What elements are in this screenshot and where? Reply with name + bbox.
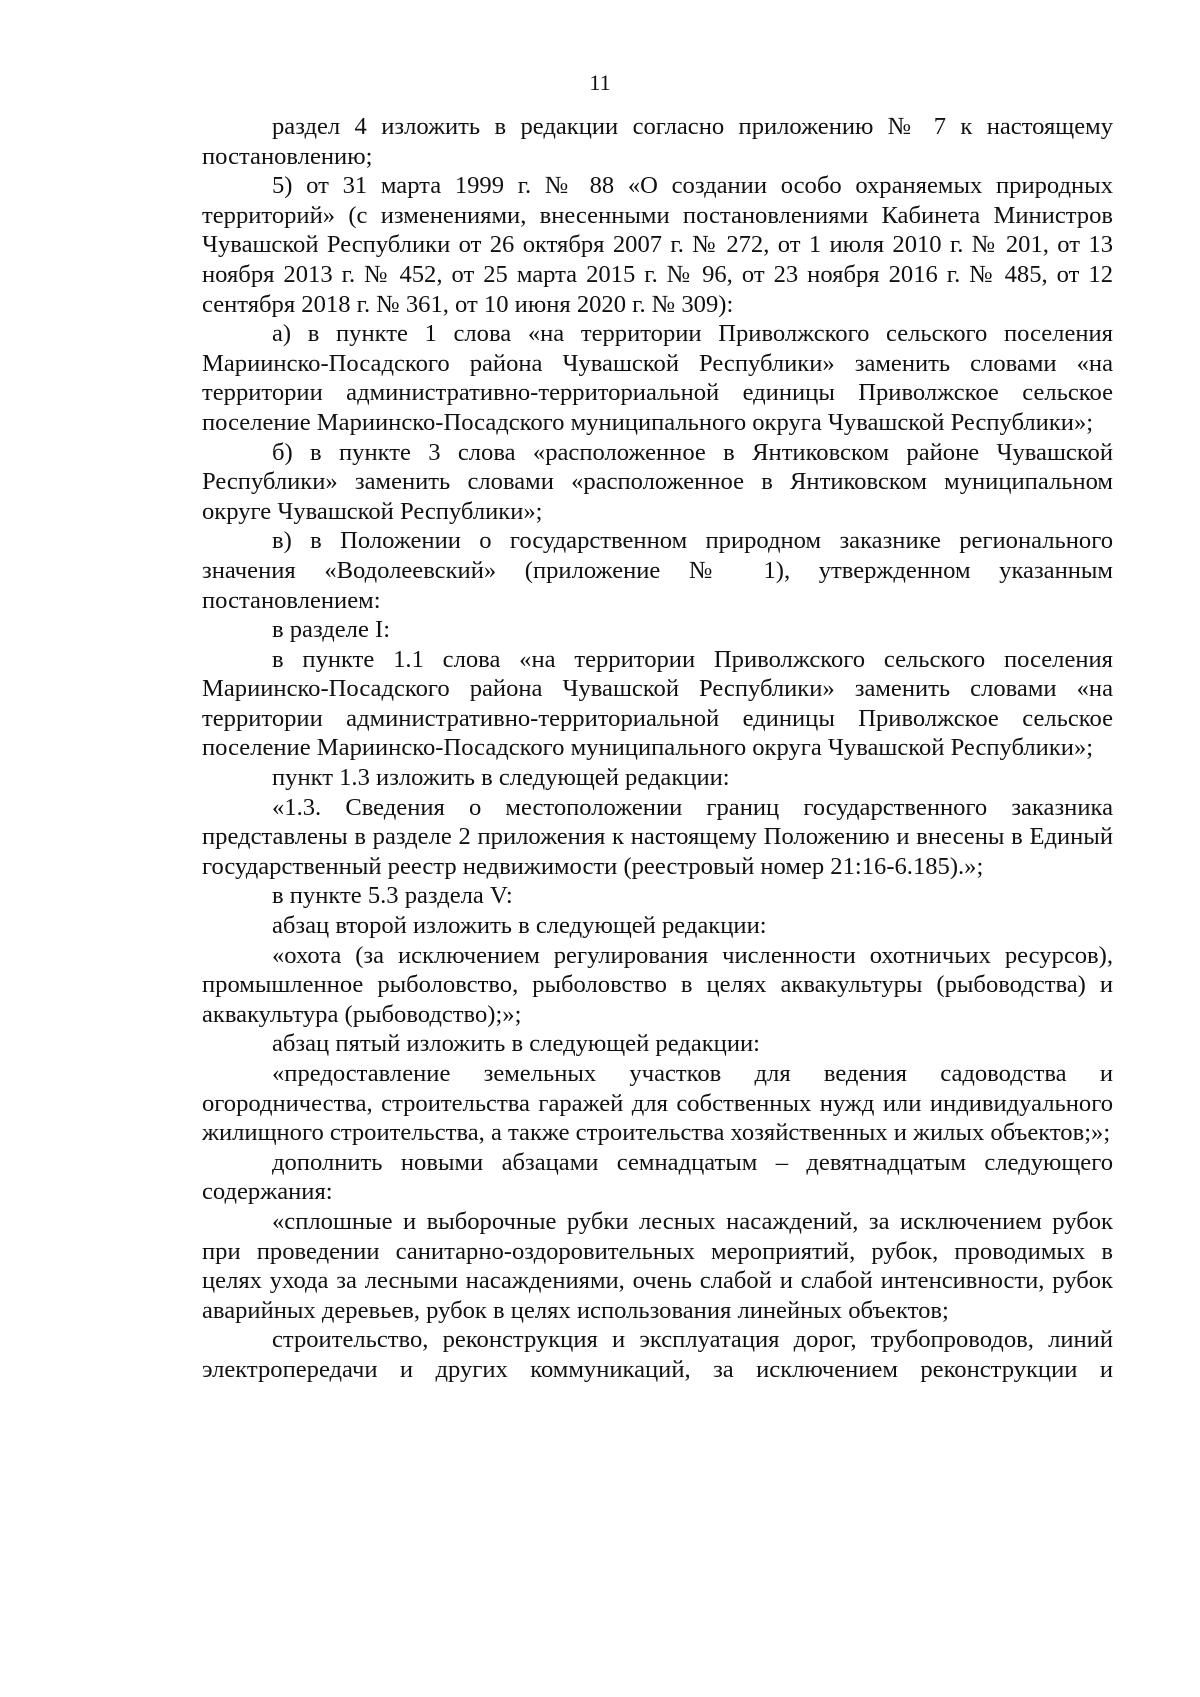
paragraph: «1.3. Сведения о местоположении границ государственного заказника представлены в разделе 2 приложения к настоящему Положению и внесены в Единый государственный реестр недвижимости (реестровый номер 21:16-6.185).»; — [202, 793, 1113, 880]
paragraph: абзац пятый изложить в следующей редакции: — [272, 1030, 760, 1058]
paragraph: в) в Положении о государственном природном заказнике регионального значения «Водолеевский» (приложение № 1), утвержденном указанным постановлением: — [202, 527, 1113, 614]
paragraph: строительство, реконструкция и эксплуатация дорог, трубопроводов, линий электропередачи и других коммуникаций, за исключением реконструкции и — [202, 1326, 1113, 1383]
paragraph: в пункте 1.1 слова «на территории Приволжского сельского поселения Мариинско-Посадского района Чувашской Республики» заменить словами «на территории административно-территориальной единицы Приволжское сельское поселение Мариинско-Посадского муниципального округа Чувашской Республики»; — [202, 645, 1113, 762]
paragraph: абзац второй изложить в следующей редакции: — [272, 912, 767, 940]
paragraph: «охота (за исключением регулирования численности охотничьих ресурсов), промышленное рыболовство, рыболовство в целях аквакультуры (рыбоводства) и аквакультура (рыбоводство);»; — [202, 941, 1113, 1028]
document-body — [202, 112, 1113, 1385]
paragraph: дополнить новыми абзацами семнадцатым – девятнадцатым следующего содержания: — [202, 1148, 1113, 1206]
paragraph: в пункте 5.3 раздела V: — [272, 882, 513, 910]
paragraph: пункт 1.3 изложить в следующей редакции: — [272, 764, 730, 792]
paragraph: 5) от 31 марта 1999 г. № 88 «О создании особо охраняемых природных территорий» (с изменениями, внесенными постановлениями Кабинета Министров Чувашской Республики от 26 октября 2007 г. № 272, от 1 июля 2010 г. № 201, от 13 ноября 2013 г. № 452, от 25 марта 2015 г. № 96, от 23 ноября 2016 г. № 485, от 12 сентября 2018 г. № 361, от 10 июня 2020 г. № 309): — [202, 172, 1113, 318]
paragraph: «предоставление земельных участков для ведения садоводства и огородничества, строительства гаражей для собственных нужд или индивидуального жилищного строительства, а также строительства хозяйственных и жилых объектов;»; — [202, 1060, 1113, 1147]
paragraph: б) в пункте 3 слова «расположенное в Янтиковском районе Чувашской Республики» заменить словами «расположенное в Янтиковском муниципальном округе Чувашской Республики»; — [202, 438, 1113, 525]
paragraph: а) в пункте 1 слова «на территории Приволжского сельского поселения Мариинско-Посадского района Чувашской Республики» заменить словами «на территории административно-территориальной единицы Приволжское сельское поселение Мариинско-Посадского муниципального округа Чувашской Республики»; — [202, 320, 1113, 436]
page-number: 11 — [589, 70, 611, 95]
paragraph: в разделе I: — [272, 616, 391, 644]
paragraph: «сплошные и выборочные рубки лесных насаждений, за исключением рубок при проведении санитарно-оздоровительных мероприятий, рубок, проводимых в целях ухода за лесными насаждениями, очень слабой и слабой интенсивности, рубок аварийных деревьев, рубок в целях использования линейных объектов; — [202, 1207, 1113, 1324]
paragraph: раздел 4 изложить в редакции согласно приложению № 7 к настоящему постановлению; — [202, 113, 1113, 170]
